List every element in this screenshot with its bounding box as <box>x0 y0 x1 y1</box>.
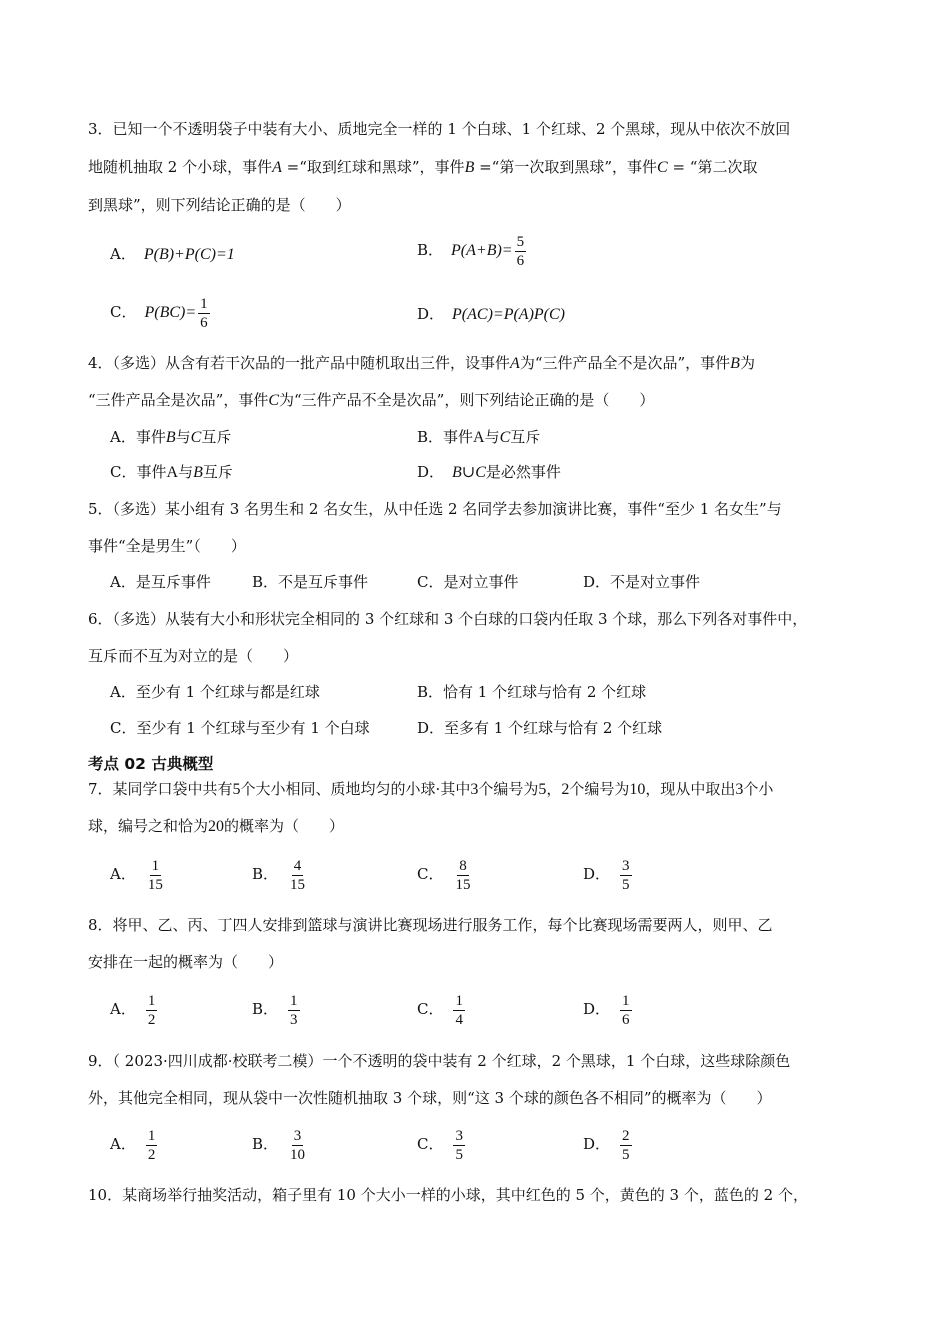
q4-option-c: C．事件A与B互斥 <box>110 463 233 481</box>
q8-option-c: C． $\frac{1}{4}$ <box>417 992 463 1028</box>
q4-line-2: “三件产品全是次品”，事件C为“三件产品不全是次品”，则下列结论正确的是（ ） <box>88 391 655 409</box>
q6-line-2: 互斥而不互为对立的是（ ） <box>88 647 299 665</box>
q7-line-1: 7．某同学口袋中共有5个大小相同、质地均匀的小球·其中3个编号为5，2个编号为10，现从中取出3个小 <box>88 780 774 798</box>
q5-option-b: B．不是互斥事件 <box>252 573 369 591</box>
q4-option-b: B．事件A与C互斥 <box>417 428 541 446</box>
q8-line-2: 安排在一起的概率为（ ） <box>88 953 284 971</box>
q3-line-3: 到黑球”，则下列结论正确的是（ ） <box>88 196 351 214</box>
q7-line-2: 球，编号之和恰为20的概率为（ ） <box>88 817 345 835</box>
q5-option-a: A．是互斥事件 <box>110 573 211 591</box>
q8-line-1: 8．将甲、乙、丙、丁四人安排到篮球与演讲比赛现场进行服务工作，每个比赛现场需要两人，则甲、乙 <box>88 916 773 934</box>
q7-option-b: B． $\frac{4}{15}$ <box>252 857 306 893</box>
q8-option-b: B． $\frac{1}{3}$ <box>252 992 298 1028</box>
q3-line-2: 地随机抽取 2 个小球，事件A =“取到红球和黑球”，事件B =“第一次取到黑球”，事件C = “第二次取 <box>88 158 758 176</box>
q5-option-d: D．不是对立事件 <box>583 573 701 591</box>
q3-option-a: A． P(B)+P(C)=1 <box>110 245 235 263</box>
q7-option-d: D． $\frac{3}{5}$ <box>583 857 630 893</box>
q5-line-1: 5．（多选）某小组有 3 名男生和 2 名女生，从中任选 2 名同学去参加演讲比赛，事件“至少 1 名女生”与 <box>88 500 782 518</box>
q9-option-c: C． $\frac{3}{5}$ <box>417 1127 463 1163</box>
q6-line-1: 6．（多选）从装有大小和形状完全相同的 3 个红球和 3 个白球的口袋内任取 3 个球，那么下列各对事件中， <box>88 610 808 628</box>
q5-option-c: C．是对立事件 <box>417 573 519 591</box>
q4-option-d: D． B∪C是必然事件 <box>417 463 561 481</box>
q9-option-b: B． $\frac{3}{10}$ <box>252 1127 306 1163</box>
q8-option-a: A． $\frac{1}{2}$ <box>110 992 156 1028</box>
q3-option-d: D． P(AC)=P(A)P(C) <box>417 305 566 323</box>
q5-line-2: 事件“全是男生”（ ） <box>88 537 246 555</box>
q6-option-a: A．至少有 1 个红球与都是红球 <box>110 683 320 701</box>
q9-option-d: D． $\frac{2}{5}$ <box>583 1127 630 1163</box>
q9-line-2: 外，其他完全相同，现从袋中一次性随机抽取 3 个球，则“这 3 个球的颜色各不相同”的概率为（ ） <box>88 1089 772 1107</box>
q6-option-d: D．至多有 1 个红球与恰有 2 个红球 <box>417 719 663 737</box>
q4-option-a: A．事件B与C互斥 <box>110 428 232 446</box>
q6-option-b: B．恰有 1 个红球与恰有 2 个红球 <box>417 683 647 701</box>
q3-option-c: C． P(BC)= $\frac{1}{6}$ <box>110 295 208 331</box>
q9-line-1: 9．（ 2023·四川成都·校联考二模）一个不透明的袋中装有 2 个红球，2 个黑球，1 个白球，这些球除颜色 <box>88 1052 791 1070</box>
q10-line-1: 10．某商场举行抽奖活动，箱子里有 10 个大小一样的小球，其中红色的 5 个，黄色的 3 个，蓝色的 2 个， <box>88 1186 808 1204</box>
q3-line-1: 3．已知一个不透明袋子中装有大小、质地完全一样的 1 个白球、1 个红球、2 个黑球，现从中依次不放回 <box>88 120 791 138</box>
section-heading: 考点 02 古典概型 <box>88 755 214 773</box>
q6-option-c: C．至少有 1 个红球与至少有 1 个白球 <box>110 719 370 737</box>
q7-option-a: A． $\frac{1}{15}$ <box>110 857 163 893</box>
q8-option-d: D． $\frac{1}{6}$ <box>583 992 630 1028</box>
q4-line-1: 4．（多选）从含有若干次品的一批产品中随机取出三件，设事件A为“三件产品全不是次品”，事件B为 <box>88 354 755 372</box>
q9-option-a: A． $\frac{1}{2}$ <box>110 1127 156 1163</box>
q7-option-c: C． $\frac{8}{15}$ <box>417 857 471 893</box>
q3-option-b: B． P(A+B)= $\frac{5}{6}$ <box>417 233 525 269</box>
